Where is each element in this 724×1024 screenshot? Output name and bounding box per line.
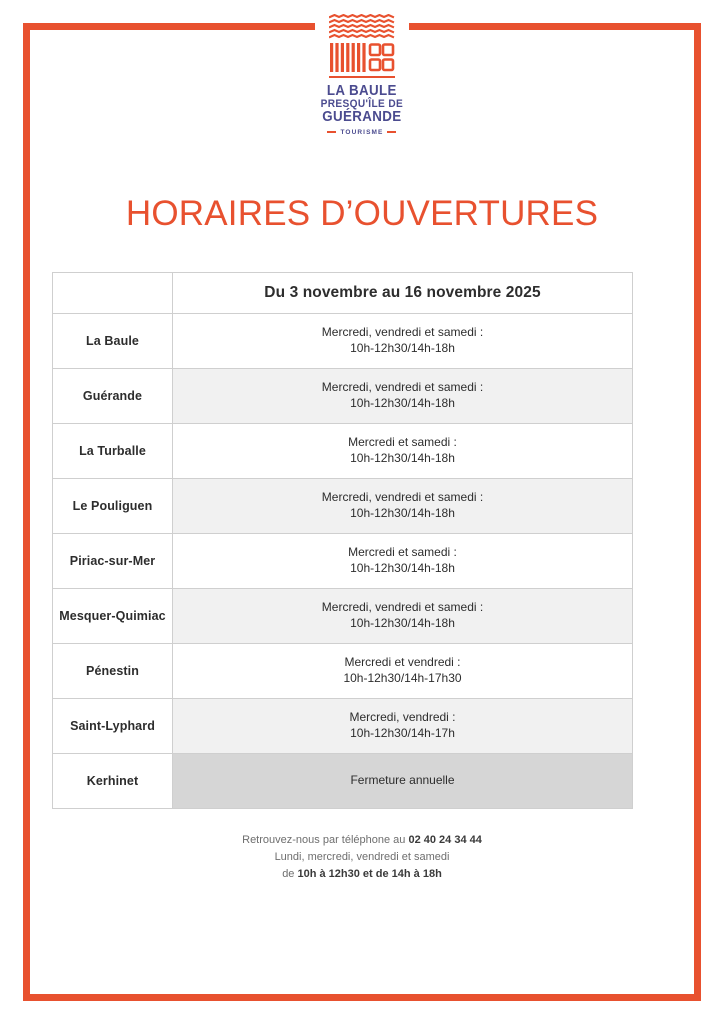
opening-days-text: Mercredi, vendredi et samedi :: [321, 490, 484, 505]
table-corner-cell: [53, 273, 173, 314]
town-name-cell: Saint-Lyphard: [53, 699, 173, 754]
schedule-table: [52, 272, 633, 809]
period-header-cell: Du 3 novembre au 16 novembre 2025: [173, 273, 633, 314]
logo-wordmark: [311, 84, 413, 136]
footer-phone-number: 02 40 24 34 44: [408, 834, 482, 846]
page-title: HORAIRES D’OUVERTURES: [125, 194, 599, 233]
opening-times-text: 10h-12h30/14h-18h: [350, 561, 455, 575]
town-name-cell: La Baule: [53, 314, 173, 369]
opening-days-text: Mercredi, vendredi et samedi :: [321, 600, 484, 615]
logo-name-line-3: GUÉRANDE: [322, 109, 402, 125]
town-name-cell: La Turballe: [53, 424, 173, 479]
footer-phone-line: [0, 832, 724, 849]
footer-hours-prefix: de: [282, 868, 298, 881]
opening-hours-cell: [173, 369, 633, 424]
opening-times-text: 10h-12h30/14h-18h: [350, 451, 455, 465]
tagline-dash-right-icon: [387, 131, 396, 133]
town-name-cell: Piriac-sur-Mer: [53, 534, 173, 589]
logo-name-line-2: PRESQU'ÎLE DE: [320, 97, 404, 110]
logo-tagline-text: TOURISME: [340, 128, 384, 136]
opening-hours-cell: [173, 479, 633, 534]
schedule-table-body: [53, 273, 633, 809]
opening-days-text: Mercredi, vendredi et samedi :: [321, 325, 484, 340]
opening-days-text: Fermeture annuelle: [350, 773, 455, 788]
opening-days-text: Mercredi, vendredi et samedi :: [321, 380, 484, 395]
tagline-dash-left-icon: [327, 131, 336, 133]
footer-hours-line: [0, 866, 724, 883]
opening-times-text: 10h-12h30/14h-17h30: [343, 671, 462, 685]
table-row: [53, 479, 633, 534]
footer-hours-value: 10h à 12h30 et de 14h à 18h: [297, 868, 442, 881]
opening-hours-cell: [173, 424, 633, 479]
table-header-row: [53, 273, 633, 314]
footer-phone-prefix: Retrouvez-nous par téléphone au: [242, 834, 409, 846]
table-row: [53, 314, 633, 369]
table-row: [53, 644, 633, 699]
footer-days-line: Lundi, mercredi, vendredi et samedi: [274, 851, 450, 864]
opening-days-text: Mercredi, vendredi :: [349, 710, 456, 725]
opening-times-text: 10h-12h30/14h-17h: [350, 726, 455, 740]
table-row: [53, 369, 633, 424]
logo-name-line-1: LA BAULE: [327, 83, 397, 99]
brand-logo: [0, 8, 724, 136]
table-row: [53, 424, 633, 479]
opening-days-text: Mercredi et vendredi :: [344, 655, 461, 670]
table-row: [53, 699, 633, 754]
opening-hours-cell: [173, 699, 633, 754]
opening-times-text: 10h-12h30/14h-18h: [350, 506, 455, 520]
opening-hours-cell: [173, 589, 633, 644]
opening-hours-cell: [173, 314, 633, 369]
schedule-table-wrapper: [52, 272, 632, 809]
opening-hours-cell: [173, 644, 633, 699]
town-name-cell: Guérande: [53, 369, 173, 424]
town-name-cell: Kerhinet: [53, 754, 173, 809]
table-row: [53, 754, 633, 809]
table-row: [53, 534, 633, 589]
logo-tagline: [317, 129, 407, 136]
town-name-cell: Pénestin: [53, 644, 173, 699]
opening-days-text: Mercredi et samedi :: [348, 545, 457, 560]
town-name-cell: Le Pouliguen: [53, 479, 173, 534]
logo-mark: [315, 8, 409, 80]
barcode-squares-icon: [329, 42, 395, 73]
opening-times-text: 10h-12h30/14h-18h: [350, 616, 455, 630]
town-name-cell: Mesquer-Quimiac: [53, 589, 173, 644]
footer-contact: [0, 832, 724, 883]
opening-times-text: 10h-12h30/14h-18h: [350, 341, 455, 355]
waves-icon: [329, 14, 395, 41]
table-row: [53, 589, 633, 644]
logo-divider-rule: [329, 76, 395, 78]
opening-hours-cell: [173, 534, 633, 589]
opening-days-text: Mercredi et samedi :: [348, 435, 457, 450]
opening-times-text: 10h-12h30/14h-18h: [350, 396, 455, 410]
opening-hours-cell: [173, 754, 633, 809]
